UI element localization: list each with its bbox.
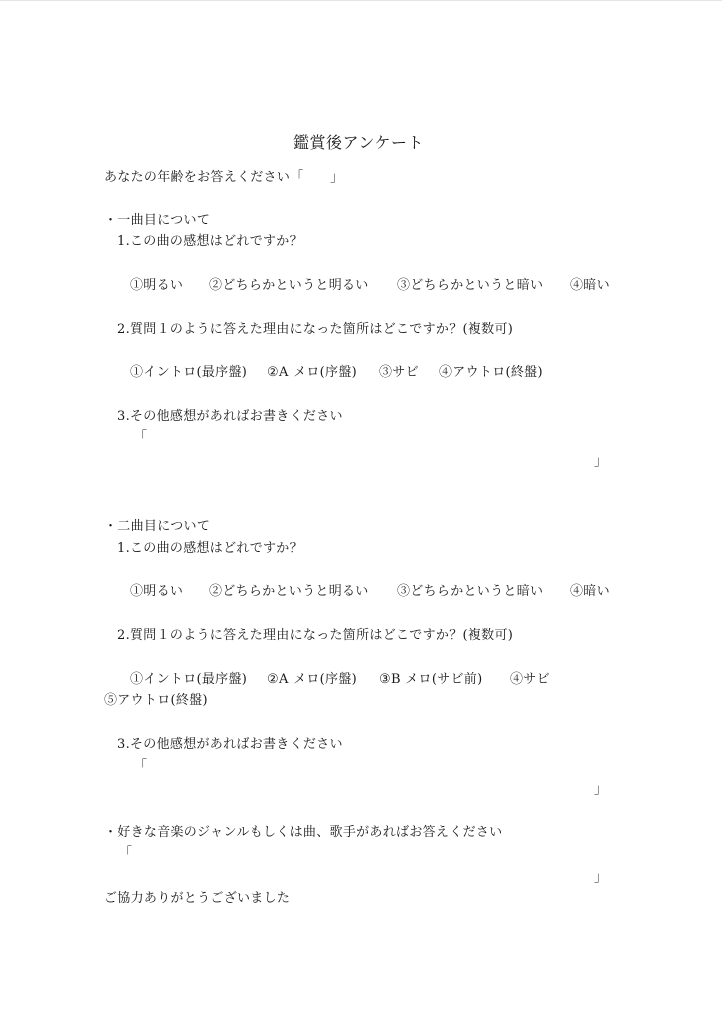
song2-q1-option-2[interactable]: ②どちらかというと明るい <box>209 584 369 599</box>
song2-q2-option-3[interactable]: ③B メロ(サビ前) <box>379 672 483 687</box>
song2-answer-close-bracket: 」 <box>594 782 608 797</box>
song1-answer-open-bracket[interactable]: 「 <box>134 430 148 445</box>
song1-q2-option-1[interactable]: ①イントロ(最序盤) <box>130 365 248 380</box>
top-divider <box>0 0 722 1</box>
song2-q1: 1.この曲の感想はどれですか？ <box>117 541 303 556</box>
page-title: 鑑賞後アンケート <box>293 133 425 152</box>
song1-q2-option-3[interactable]: ③サビ <box>379 365 419 380</box>
closing-message: ご協力ありがとうございました <box>104 891 291 906</box>
song2-heading: ・二曲目について <box>104 519 211 534</box>
age-question: あなたの年齢をお答えください「 」 <box>104 170 344 185</box>
song1-heading: ・一曲目について <box>104 213 211 228</box>
song1-q1-option-2[interactable]: ②どちらかというと明るい <box>209 278 369 293</box>
song2-answer-open-bracket[interactable]: 「 <box>134 759 148 774</box>
song2-q2-option-2[interactable]: ②A メロ(序盤) <box>267 672 358 687</box>
song1-q1: 1.この曲の感想はどれですか？ <box>117 234 303 249</box>
song2-q1-option-3[interactable]: ③どちらかというと暗い <box>397 584 544 599</box>
favorites-answer-open-bracket[interactable]: 「 <box>119 846 133 861</box>
song1-q1-option-3[interactable]: ③どちらかというと暗い <box>397 278 544 293</box>
song2-q2-option-1[interactable]: ①イントロ(最序盤) <box>130 672 248 687</box>
song1-q2: 2.質問１のように答えた理由になった箇所はどこですか？(複数可) <box>117 322 514 337</box>
song1-q2-option-2[interactable]: ②A メロ(序盤) <box>267 365 358 380</box>
favorites-answer-close-bracket: 」 <box>594 870 608 885</box>
song2-q3: 3.その他感想があればお書きください <box>117 737 343 752</box>
song2-q2: 2.質問１のように答えた理由になった箇所はどこですか？(複数可) <box>117 628 514 643</box>
song1-q1-option-1[interactable]: ①明るい <box>130 278 184 293</box>
song1-q3: 3.その他感想があればお書きください <box>117 409 343 424</box>
song1-answer-close-bracket: 」 <box>594 454 608 469</box>
favorites-question: ・好きな音楽のジャンルもしくは曲、歌手があればお答えください <box>104 825 503 840</box>
song2-q2-option-4[interactable]: ④サビ <box>510 672 550 687</box>
song1-q1-option-4[interactable]: ④暗い <box>570 278 610 293</box>
song1-q2-option-4[interactable]: ④アウトロ(終盤) <box>439 365 543 380</box>
song2-q1-option-4[interactable]: ④暗い <box>570 584 610 599</box>
song2-q1-option-1[interactable]: ①明るい <box>130 584 184 599</box>
song2-q2-option-5[interactable]: ⑤アウトロ(終盤) <box>104 693 208 708</box>
